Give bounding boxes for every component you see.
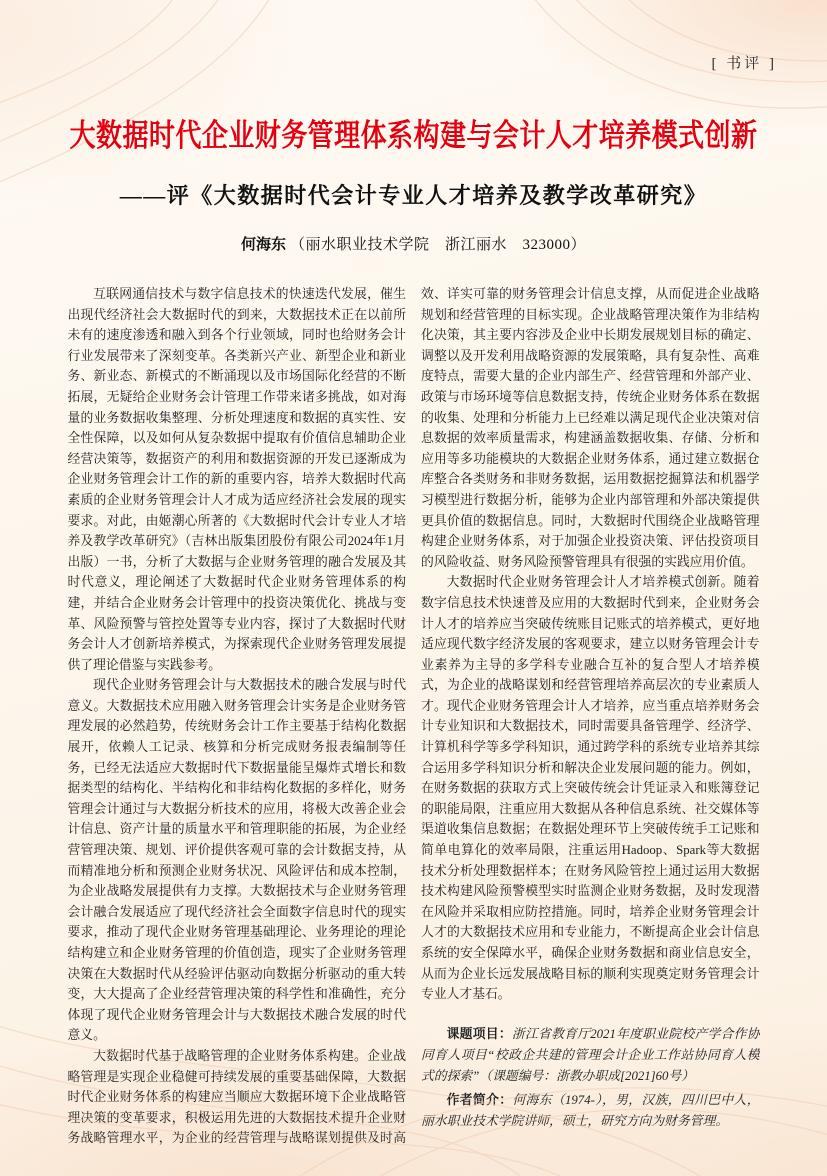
body-paragraph: 互联网通信技术与数字信息技术的快速迭代发展，催生出现代经济社会大数据时代的到来，大数据技术正在以前所未有的速度渗透和融入到各个行业领域，同时也给财务会计行业发展带来了深刻变革。各类新兴产业、新型企业和新业务、新业态、新模式的不断涌现以及市场国际化经营的不断拓展，无疑给企业财务会计管理工作带来诸多挑战，如对海量的业务数据收集整理、分析处理速度和数据的真实性、安全性保障，以及如何从复杂数据中提取有价值信息辅助企业经营决策等，数据资产的利用和数据资源的开发已逐渐成为企业财务管理会计工作的新的重要内容，培养大数据时代高素质的企业财务管理会计人才成为适应经济社会发展的现实要求。对此，由姬潮心所著的《大数据时代会计专业人才培养及教学改革研究》（吉林出版集团股份有限公司2024年1月出版）一书，分析了大数据与企业财务管理的融合发展及其时代意义，理论阐述了大数据时代企业财务管理体系的构建，并结合企业财务会计管理中的投资决策优化、挑战与变革、风险预警与管控处置等专业内容，探讨了大数据时代财务会计人才创新培养模式，为探索现代企业财务管理发展提供了理论借鉴与实践参考。: [67, 287, 406, 672]
project-note: [421, 1023, 760, 1087]
author-bio-note: [421, 1089, 760, 1132]
section-tag: [ 书评 ]: [711, 56, 777, 72]
author-bio-label: 作者简介：: [446, 1091, 513, 1107]
body-paragraph: 现代企业财务管理会计与大数据技术的融合发展与时代意义。大数据技术应用融入财务管理会计实务是企业财务管理发展的必然趋势，传统财务会计工作主要基于结构化数据展开，依赖人工记录、核算和分析完成财务报表编制等任务，已经无法适应大数据时代下数据量能呈爆炸式增长和数据类型的结构化、半结构化和非结构化数据的多样化，财务管理会计通过与大数据分析技术的应用，将极大改善企业会计信息、资产计量的质量水平和管理职能的拓展，为企业经营管理决策、规划、评价提供客观可靠的会计数据支持，从而精准地分析和预测企业财务状况、风险评估和成本控制，为企业战略发展提供有力支撑。大数据技术与企业财务管理会计融合发展适应了现代经济社会全面数字信息时代的现实要求，推动了现代企业财务管理基础理论、业务理论的理论结构建立和企业财务管理的价值创造，现实了企业财务管理决策在大数据时代从经验评估驱动向数据分析驱动的重大转变，大大提高了企业经营管理决策的科学性和准确性，充分体现了现代企业财务管理会计与大数据技术融合发展的时代意义。: [67, 678, 406, 1043]
project-note-label: 课题项目：: [446, 1025, 512, 1041]
body-paragraph: 大数据时代基于战略管理的企业财务体系构建。企业战略管理是实现企业稳健可持续发展的重要基础保障，大数据时代企业财务体系的构建应当顺应大数据环境下企业战略管理决策的变革要求，积极运用先进的大数据技术提升企业财务战略管理水平，为企业的经营管理与战略谋划提供及时高效、详实可靠的财务管理会计信息支撑，从而促进企业战略规划和经营管理的目标实现。企业战略管理决策作为非结构化决策，其主要内容涉及企业中长期发展规划目标的确定、调整以及开发利用战略资源的发展策略，具有复杂性、高难度特点，需要大量的企业内部生产、经营管理和外部产业、政策与市场环境等信息数据支持，传统企业财务体系在数据的收集、处理和分析能力上已经难以满足现代企业决策对信息数据的效率质量需求，构建涵盖数据收集、存储、分析和应用等多功能模块的大数据企业财务体系，通过建立数据仓库整合各类财务和非财务数据，运用数据挖掘算法和机器学习模型进行数据分析，能够为企业内部管理和外部决策提供更具价值的数据信息。同时，大数据时代围绕企业战略管理构建企业财务体系，对于加强企业投资决策、评估投资项目的风险收益、财务风险预警管理具有很强的实践应用价值。: [67, 287, 760, 1146]
article-subtitle: ——评《大数据时代会计专业人才培养及教学改革研究》: [119, 183, 708, 208]
author-name: 何海东: [240, 236, 286, 253]
author-bio-text: 何海东（1974-），男，汉族，四川巴中人，丽水职业技术学院讲师，硕士，研究方向为财务管理。: [421, 1092, 760, 1128]
article-title-text: 大数据时代企业财务管理体系构建与会计人才培养模式创新: [69, 118, 758, 153]
author-affiliation: （丽水职业技术学院 浙江丽水 323000）: [290, 237, 587, 253]
project-note-text: 浙江省教育厅2021年度职业院校产学合作协同育人项目“校政企共建的管理会计企业工作站协同育人模式的探索”（课题编号：浙教办职成[2021]60号）: [421, 1026, 760, 1083]
body-paragraph: 大数据时代企业财务管理会计人才培养模式创新。随着数字信息技术快速普及应用的大数据时代到来，企业财务会计人才的培养应当突破传统账目记账式的培养模式，更好地适应现代数字经济发展的客观要求，建立以财务管理会计专业素养为主导的多学科专业融合互补的复合型人才培养模式，为企业的战略谋划和经营管理培养高层次的专业素质人才。现代企业财务管理会计人才培养，应当重点培养财务会计专业知识和大数据技术，同时需要具备管理学、经济学、计算机科学等多学科知识，通过跨学科的系统专业培养其综合运用多学科知识分析和解决企业发展问题的能力。例如，在财务数据的获取方式上突破传统会计凭证录入和账簿登记的职能局限，注重应用大数据从各种信息系统、社交媒体等渠道收集信息数据；在数据处理环节上突破传统手工记账和简单电算化的效率局限，注重运用Hadoop、Spark等大数据技术分析处理数据样本；在财务风险管控上通过运用大数据技术构建风险预警模型实时监测企业财务数据，及时发现潜在风险并采取相应防控措施。同时，培养企业财务管理会计人才的大数据技术应用和专业能力，不断提高企业会计信息系统的安全保障水平，确保企业财务数据和商业信息安全，从而为企业长远发展战略目标的顺利实现奠定财务管理会计专业人才基石。: [421, 575, 760, 1002]
article-body: [68, 284, 760, 1166]
author-line: [0, 233, 827, 254]
article-title: [0, 0, 827, 155]
notes-section: [421, 1023, 760, 1132]
